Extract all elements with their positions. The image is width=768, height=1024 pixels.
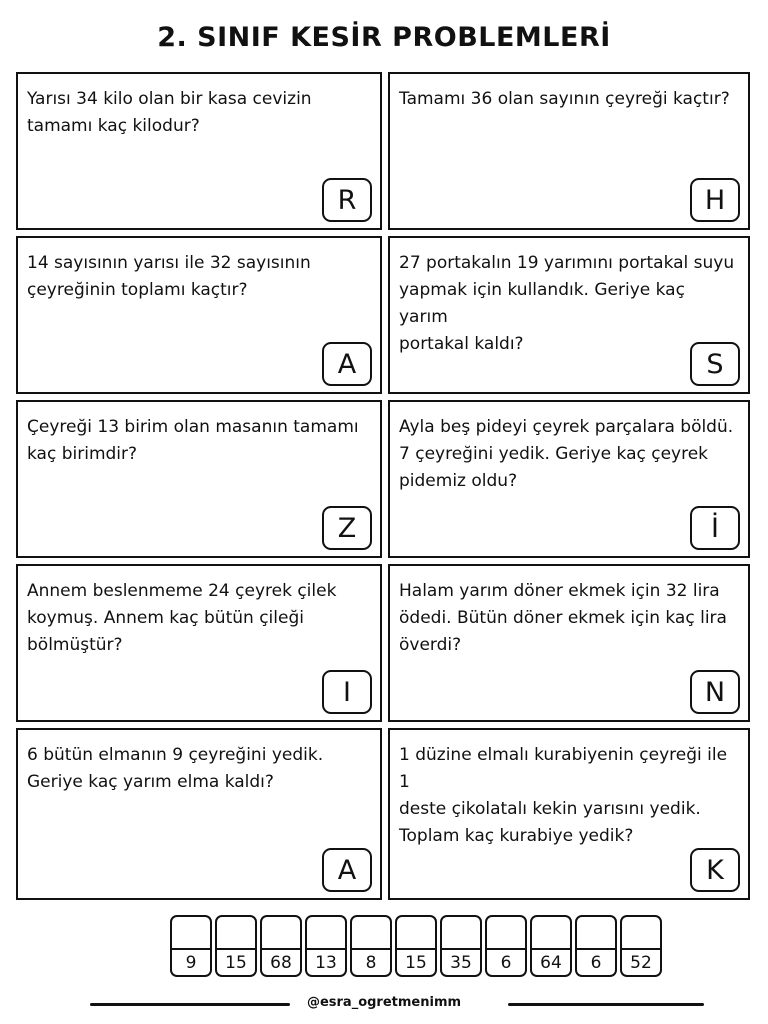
code-box[interactable] bbox=[305, 915, 347, 977]
problem-card-3 bbox=[16, 236, 382, 394]
answer-letter-box: Z bbox=[322, 506, 372, 550]
problem-text: 27 portakalın 19 yarımını portakal suyu yapmak için kullandık. Geriye kaç yarım portakal kaldı? bbox=[399, 253, 735, 354]
problem-card-2 bbox=[388, 72, 750, 230]
answer-letter-box: İ bbox=[690, 506, 740, 550]
problem-card-1 bbox=[16, 72, 382, 230]
problem-card-9 bbox=[16, 728, 382, 900]
answer-letter-box: H bbox=[690, 178, 740, 222]
footer bbox=[0, 995, 768, 1013]
code-number: 15 bbox=[217, 948, 255, 975]
footer-divider-right bbox=[508, 1003, 704, 1006]
problem-text: Çeyreği 13 birim olan masanın tamamı kaç birimdir? bbox=[27, 417, 359, 464]
problem-text: Tamamı 36 olan sayının çeyreği kaçtır? bbox=[399, 89, 730, 109]
code-box[interactable] bbox=[395, 915, 437, 977]
code-number: 8 bbox=[352, 948, 390, 975]
problem-text: Annem beslenmeme 24 çeyrek çilek koymuş. Annem kaç bütün çileği bölmüştür? bbox=[27, 581, 337, 655]
code-box[interactable] bbox=[575, 915, 617, 977]
code-number: 52 bbox=[622, 948, 660, 975]
code-box[interactable] bbox=[350, 915, 392, 977]
problem-card-5 bbox=[16, 400, 382, 558]
answer-letter-box: R bbox=[322, 178, 372, 222]
problem-card-7 bbox=[16, 564, 382, 722]
problem-text: 1 düzine elmalı kurabiyenin çeyreği ile 1 deste çikolatalı kekin yarısını yedik. Toplam kaç kurabiye yedik? bbox=[399, 745, 728, 846]
answer-letter-box: K bbox=[690, 848, 740, 892]
answer-letter-box: N bbox=[690, 670, 740, 714]
answer-code-row bbox=[170, 915, 665, 977]
code-number: 15 bbox=[397, 948, 435, 975]
problem-text: Ayla beş pideyi çeyrek parçalara böldü. 7 çeyreğini yedik. Geriye kaç çeyrek pidemiz oldu? bbox=[399, 417, 734, 491]
answer-letter-box: I bbox=[322, 670, 372, 714]
code-box[interactable] bbox=[530, 915, 572, 977]
author-handle: @esra_ogretmenimm bbox=[306, 995, 462, 1010]
code-box[interactable] bbox=[485, 915, 527, 977]
code-box[interactable] bbox=[260, 915, 302, 977]
answer-letter-box: A bbox=[322, 342, 372, 386]
code-number: 6 bbox=[577, 948, 615, 975]
code-number: 6 bbox=[487, 948, 525, 975]
problem-card-6 bbox=[388, 400, 750, 558]
problem-text: Halam yarım döner ekmek için 32 lira ödedi. Bütün döner ekmek için kaç lira överdi? bbox=[399, 581, 727, 655]
code-box[interactable] bbox=[170, 915, 212, 977]
answer-letter-box: S bbox=[690, 342, 740, 386]
code-number: 35 bbox=[442, 948, 480, 975]
code-number: 64 bbox=[532, 948, 570, 975]
code-number: 9 bbox=[172, 948, 210, 975]
page-title: 2. SINIF KESİR PROBLEMLERİ bbox=[157, 22, 611, 53]
problem-card-8 bbox=[388, 564, 750, 722]
code-box[interactable] bbox=[440, 915, 482, 977]
problem-card-10 bbox=[388, 728, 750, 900]
code-number: 13 bbox=[307, 948, 345, 975]
problem-text: 14 sayısının yarısı ile 32 sayısının çeyreğinin toplamı kaçtır? bbox=[27, 253, 311, 300]
code-number: 68 bbox=[262, 948, 300, 975]
code-box[interactable] bbox=[215, 915, 257, 977]
problem-text: 6 bütün elmanın 9 çeyreğini yedik. Geriye kaç yarım elma kaldı? bbox=[27, 745, 324, 792]
answer-letter-box: A bbox=[322, 848, 372, 892]
problem-text: Yarısı 34 kilo olan bir kasa cevizin tamamı kaç kilodur? bbox=[27, 89, 312, 136]
code-box[interactable] bbox=[620, 915, 662, 977]
problem-card-4 bbox=[388, 236, 750, 394]
